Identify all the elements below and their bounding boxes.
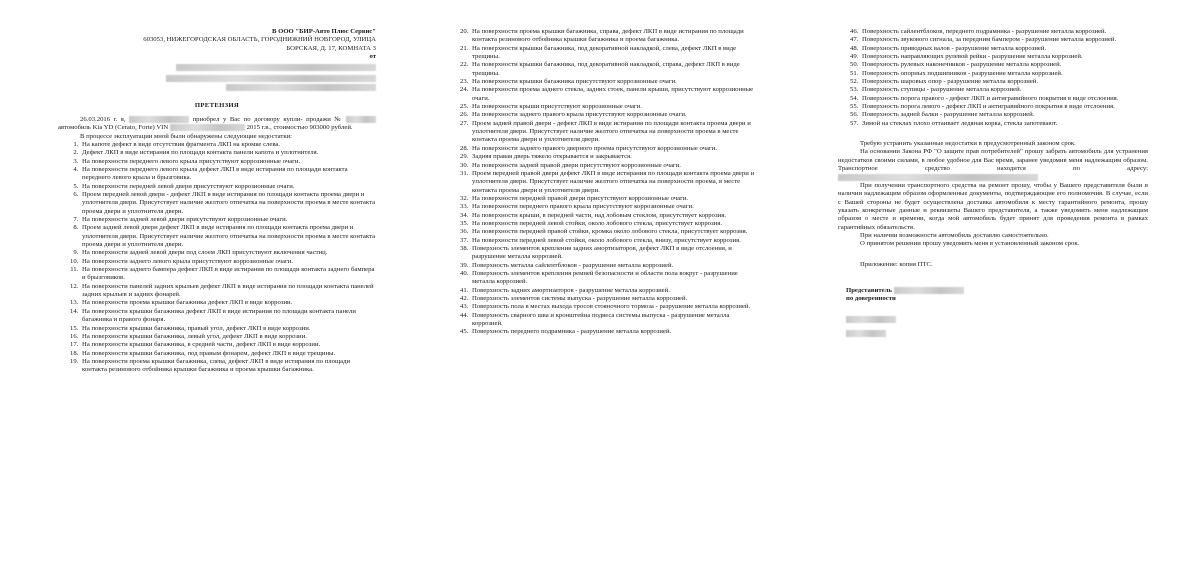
defect-item: 14. На поверхности крышки багажника дефект ЛКП в виде истирания по площади контакта панели багажника и правого фонаря. xyxy=(80,308,376,325)
defect-item: 35. На поверхности передней левой стойки, около лобового стекла, присутствует коррозия. xyxy=(470,220,758,228)
defect-item: 51. Поверхность опорных подшипников - разрушение металла коррозией. xyxy=(860,70,1148,78)
defects-list-part-2 xyxy=(448,28,758,337)
defects-list-part-1 xyxy=(58,141,376,375)
defect-item: 37. На поверхности передней левой стойки, около лобового стекла, внизу, присутствует коррозия. xyxy=(470,237,758,245)
representative-proxy: по доверенности xyxy=(846,295,896,303)
defect-item: 13. На поверхности проема крышки багажника дефект ЛКП в виде коррозии. xyxy=(80,299,376,307)
signature-area xyxy=(838,316,1148,337)
defect-item: 17. На поверхности крышки багажника, в средней части, дефект ЛКП в виде коррозии. xyxy=(80,341,376,349)
defect-item: 32. На поверхности передней правой двери присутствуют коррозионные очаги. xyxy=(470,195,758,203)
recipient-company: В ООО "БИР-Авто Плюс Сервис" xyxy=(272,28,376,35)
defects-list-part-3 xyxy=(838,28,1148,128)
defect-item: 31. Проем передней правой двери дефект ЛКП в виде истирания по площади контакта проема двери и уплотнителя двери. Присутствует наличие желтого отпечатка на поверхности проема, в месте контакта проема двери и уплотнителя двери. xyxy=(470,170,758,195)
recipient-header xyxy=(58,28,376,61)
redacted-name xyxy=(129,116,189,123)
defect-item: 40. Поверхность элементов крепления ремней безопасности и области пола вокруг - разрушение металла коррозией. xyxy=(470,270,758,287)
redacted-contract-no xyxy=(346,116,376,123)
redacted-sender xyxy=(58,64,376,91)
defect-item: 22. На поверхности крышки багажника, под декоративной накладкой, справа, дефект ЛКП в виде трещины. xyxy=(470,61,758,78)
defect-item: 25. На поверхности крыши присутствуют коррозионные очаги. xyxy=(470,103,758,111)
defect-item: 46. Поверхность сайлентблоков, переднего подрамника - разрушение металла коррозией. xyxy=(860,28,1148,36)
defect-item: 10. На поверхности заднего левого крыла присутствуют коррозионные очаги. xyxy=(80,258,376,266)
defect-item: 27. Проем задней правой двери - дефект ЛКП в виде истирания по площади контакта проема двери и уплотнителя двери. Присутствует наличие желтого отпечатка на поверхности проема в месте контакта проема двери и уплотнителя двери. xyxy=(470,120,758,145)
receipt-paragraph: При получении транспортного средства на ремонт прошу, чтобы у Вашего представителя были в наличии надлежащим образом оформленные документы, подтверждающие его полномочия. В случае, если с Вашей стороны не будет осуществлена доставка автомобиля к месту гарантийного ремонта, прошу указать конкретные данные и реквизиты Вашего представителя, а также уведомить меня надлежащим образом о месте и времени, когда мой автомобиль будет принят для проведения ремонта в рамках гарантийных обязательств. xyxy=(838,181,1148,231)
defect-item: 45. Поверхность переднего подрамника - разрушение металла коррозией. xyxy=(470,328,758,336)
defect-item: 52. Поверхность шаровых опор - разрушение металла коррозией. xyxy=(860,78,1148,86)
defect-item: 30. На поверхности задней правой двери присутствуют коррозионные очаги. xyxy=(470,162,758,170)
defect-item: 19. На поверхности проема крышки багажника, слева, дефект ЛКП в виде истирания по площади контакта резинового отбойника крышки багажника и проема крышки багажника. xyxy=(80,358,376,375)
defect-item: 34. На поверхности крыши, в передней части, над лобовым стеклом, присутствует коррозия. xyxy=(470,212,758,220)
document-page-2 xyxy=(448,28,758,566)
redacted-signature xyxy=(846,316,896,323)
defect-item: 6. Проем передней левой двери - дефект ЛКП в виде истирания по площади контакта проема двери и уплотнителя двери. Присутствует наличие желтого отпечатка на поверхности проема в месте контакта проема двери и уплотнителя двери. xyxy=(80,191,376,216)
defect-item: 54. Поверхность порога правого - дефект ЛКП и антигравийного покрытия в виде отслоения. xyxy=(860,95,1148,103)
defect-item: 42. Поверхность элементов системы выпуска - разрушение металла коррозией. xyxy=(470,295,758,303)
defect-item: 11. На поверхности заднего бампера дефект ЛКП в виде истирания по площади контакта заднего бампера и брызговиков. xyxy=(80,266,376,283)
defect-item: 33. На поверхности переднего правого крыла присутствуют коррозионные очаги. xyxy=(470,203,758,211)
defect-item: 47. Поверхность звукового сигнала, за передним бампером - разрушение металла коррозией. xyxy=(860,36,1148,44)
defect-item: 48. Поверхность приводных валов - разрушение металла коррозией. xyxy=(860,45,1148,53)
intro-price: стоимостью 903000 рублей. xyxy=(273,124,353,132)
demand-paragraph: Требую устранить указанные недостатки в предусмотренный законом срок. xyxy=(860,140,1076,148)
recipient-address-line-1: 603053, НИЖЕГОРОДСКАЯ ОБЛАСТЬ, ГОРОДНИЖНИЙ НОВГОРОД, УЛИЦА xyxy=(143,36,376,44)
defect-item: 39. Поверхность металла сайлентблоков - разрушение металла коррозией. xyxy=(470,262,758,270)
basis-text: На основании Закона РФ "О защите прав потребителей" прошу забрать автомобиль для устранения недостатков своими силами, в любое удобное для Вас время, заранее уведомив меня надлежащим образом. Транспортное средство находится по адресу: xyxy=(838,148,1148,173)
defect-item: 3. На поверхности переднего левого крыла присутствуют коррозионные очаги. xyxy=(80,158,376,166)
appendix-line: Приложение: копия ПТС. xyxy=(860,260,933,268)
intro-purchased: приобрел у Вас по договору купли- xyxy=(192,115,303,123)
document-title: ПРЕТЕНЗИЯ xyxy=(194,101,240,109)
defect-item: 1. На капоте дефект в виде отсутствия фрагмента ЛКП на кромке слева. xyxy=(80,141,376,149)
sender-from-label: от xyxy=(369,53,376,61)
recipient-address-line-2: БОРСКАЯ, Д. 17, КОМНАТА 3 xyxy=(286,44,376,52)
defect-item: 43. Поверхность пола в местах выхода тросов стояночного тормоза - разрушение металла коррозией. xyxy=(470,303,758,311)
redacted-sender-address xyxy=(166,75,376,82)
defect-item: 4. На поверхности переднего левого крыла дефект ЛКП в виде истирания по площади контакта переднего левого крыла и брызговика. xyxy=(80,166,376,183)
defect-item: 57. Зимой на стеклах плохо оттаивает ледяная корка, стекла запотевают. xyxy=(860,120,1148,128)
defect-item: 44. Поверхность сварного шва и кронштейна подвеса системы выпуска - разрушение металла коррозией. xyxy=(470,312,758,329)
defect-item: 36. На поверхности передней правой стойки, кромка около лобового стекла, присутствует коррозия. xyxy=(470,228,758,236)
defect-item: 53. Поверхность ступицы - разрушение металла коррозией. xyxy=(860,86,1148,94)
defect-item: 55. Поверхность порога левого - дефект ЛКП и антигравийного покрытия в виде отслоения. xyxy=(860,103,1148,111)
defect-item: 56. Поверхность задней балки - разрушение металла коррозией. xyxy=(860,111,1148,119)
defect-item: 5. На поверхности передней левой двери присутствуют коррозионные очаги. xyxy=(80,183,376,191)
defect-item: 24. На поверхности проема заднего стекла, задних стоек, панели крыши, присутствуют коррозионные очаги. xyxy=(470,86,758,103)
defect-item: 41. Поверхность задних амортизаторов - разрушение металла коррозией. xyxy=(470,287,758,295)
redacted-sender-phone xyxy=(226,84,376,91)
redacted-address xyxy=(838,174,1038,181)
redacted-vin xyxy=(170,124,245,131)
defect-item: 16. На поверхности крышки багажника, левый угол, дефект ЛКП в виде коррозии. xyxy=(80,333,376,341)
intro-year: 2015 г.в., xyxy=(246,124,272,132)
defect-item: 9. На поверхности задней левой двери под слоем ЛКП присутствуют включения частиц. xyxy=(80,249,376,257)
redacted-sender-name xyxy=(176,64,376,71)
document-page-3 xyxy=(838,28,1148,566)
redacted-date xyxy=(846,330,886,337)
defect-item: 20. На поверхности проема крышки багажника, справа, дефект ЛКП в виде истирания по площади контакта резинового отбойника крышки багажника и проема багажника. xyxy=(470,28,758,45)
delivery-paragraph: При наличии возможности автомобиль доставлю самостоятельно. xyxy=(860,231,1049,239)
intro-date: 26.03.2016 г. я, xyxy=(80,115,126,123)
defect-item: 23. На поверхности крышки багажника присутствуют коррозионные очаги. xyxy=(470,78,758,86)
intro-paragraph xyxy=(58,116,376,133)
defect-item: 21. На поверхности крышки багажника, под декоративной накладкой, слева, дефект ЛКП в виде трещины. xyxy=(470,45,758,62)
defect-item: 2. Дефект ЛКП в виде истирания по площади контакта панели капота и уплотнителя. xyxy=(80,149,376,157)
defect-item: 8. Проем задней левой двери дефект ЛКП в виде истирания по площади контакта проема двери и уплотнителя двери. Присутствует наличие желтого отпечатка на поверхности проема в месте контакта проема двери и уплотнителя двери. xyxy=(80,224,376,249)
notify-paragraph: О принятом решении прошу уведомить меня в установленный законом срок. xyxy=(860,240,1080,248)
redacted-representative xyxy=(894,287,964,294)
intro-sale-no: продажи № xyxy=(306,115,343,123)
defect-item: 7. На поверхности задней левой двери присутствуют коррозионные очаги. xyxy=(80,216,376,224)
document-page-1 xyxy=(58,28,376,566)
intro-car: автомобиль Kia YD (Cerato, Forte) VIN xyxy=(58,124,169,132)
basis-paragraph xyxy=(838,148,1148,181)
representative-block xyxy=(838,287,1148,304)
defect-item: 12. На поверхности панелей задних крыльев дефект ЛКП в виде истирания по площади контакта панелей задних крыльев и задних фонарей. xyxy=(80,283,376,300)
defect-item: 18. На поверхности крышки багажника, под правым фонарем, дефект ЛКП в виде трещины. xyxy=(80,350,376,358)
defect-item: 26. На поверхности заднего правого крыла присутствуют коррозионные очаги. xyxy=(470,111,758,119)
defect-item: 15. На поверхности крышки багажника, правый угол, дефект ЛКП в виде коррозии. xyxy=(80,325,376,333)
defect-item: 50. Поверхность рулевых наконечников - разрушение металла коррозией. xyxy=(860,61,1148,69)
defects-intro: В процессе эксплуатации мной были обнаружены следующие недостатки: xyxy=(80,132,293,140)
defect-item: 29. Задняя правая дверь тяжело открывается и закрывается. xyxy=(470,153,758,161)
defect-item: 38. Поверхность элементов крепления задних амортизаторов, дефект ЛКП в виде отслоения, и разрушение металла коррозией. xyxy=(470,245,758,262)
defect-item: 49. Поверхность направляющих рулевой рейки - разрушение металла коррозией. xyxy=(860,53,1148,61)
defect-item: 28. На поверхности заднего правого дверного проема присутствуют коррозионные очаги. xyxy=(470,145,758,153)
representative-label: Представитель xyxy=(846,287,892,294)
